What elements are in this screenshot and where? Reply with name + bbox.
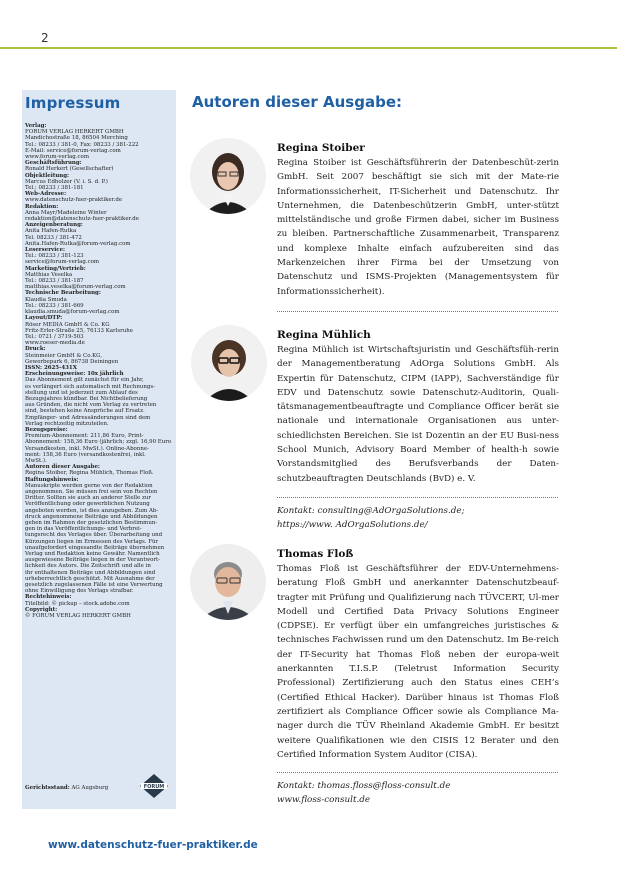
impressum-label: ISSN: 2625-431X xyxy=(25,364,77,371)
impressum-text: Marcus Edholzer (V. i. S. d. P.) Tel.: 08233 / 381-181 xyxy=(25,178,108,192)
impressum-text: FORUM VERLAG HERKERT GMBH Mandichostraße 18, 86504 Merching Tel.: 08233 / 381-0, Fax: 08233 / 381-222 E-Mail: service@forum-verlag.com www.forum-verlag.com xyxy=(25,129,139,161)
impressum-sidebar xyxy=(22,90,176,809)
authors-heading: Autoren dieser Ausgabe: xyxy=(192,93,402,111)
author-name: Regina Mühlich xyxy=(277,329,371,341)
impressum-label: Anzeigenberatung: xyxy=(25,222,83,229)
impressum-entry xyxy=(25,315,175,346)
impressum-label: Leserservice: xyxy=(25,247,66,254)
impressum-label: Haftungshinweis: xyxy=(25,476,79,483)
contact-website[interactable]: www.floss-consult.de xyxy=(277,795,371,806)
author-block xyxy=(277,329,559,486)
impressum-entry xyxy=(25,247,175,266)
divider xyxy=(277,772,558,773)
impressum-entry xyxy=(25,173,175,192)
author-bio: Regina Stoiber ist Geschäftsführerin der Datenbeschüt-zerin GmbH. Seit 2007 beschäftigt sie sich mit der Mate-rie Informationssicherheit, IT-Sicherheit und Datenschutz. Ihr Unternehmen, die Datenbeschützerin GmbH, unter-stützt mittelständische und große Firmen dabei, sicher im Business zu bleiben. Partnerschaftliche Zusammenarbeit, Transparenz und komplexe Inhalte einfach aufzubereiten sind das Markenzeichen ihrer Firma bei der Umsetzung von Datenschutz und ISMS-Projekten (Managementsystem für Informationssicherheit). xyxy=(277,158,559,297)
author-contact xyxy=(277,779,559,808)
gerichtsstand-label: Gerichtsstand: xyxy=(25,785,70,791)
author-bio: Thomas Floß ist Geschäftsführer der EDV-Unternehmens-beratung Floß GmbH und anerkannter Datenschutzbeauf-tragter mit Prüfung und Qualifizierung nach TÜVCERT, Ul-mer Modell und Certified Data Privacy Solutions Engineer (CDPSE). Er verfügt über ein umfangreiches juristisches & technisches Fachwissen rund um den Datenschutz. Im Be-reich der IT-Security hat Thomas Floß neben der europa-weit anerkannten T.I.S.P. (Teletrust Information Security Professional) Zertifizierung auch den Status eines CEH’s (Certified Ethical Hacker). Darüber hinaus ist Thomas Floß zertifiziert als Compliance Officer sowie als Compliance Ma-nager durch die TÜV Rheinland Akademie GmbH. Er besitzt weitere Qualifikationen wie den CISIS 12 Berater und den Certified Information System Auditor (CISA). xyxy=(277,564,559,760)
author-contact xyxy=(277,504,559,533)
impressum-text: Ronald Herkert (Gesellschafter) xyxy=(25,166,114,173)
impressum-label: Autoren dieser Ausgabe: xyxy=(25,464,100,471)
author-bio: Regina Mühlich ist Wirtschaftsjuristin und Geschäftsfüh-rerin der Managementberatung AdOrga Solutions GmbH. Als Expertin für Datenschutz, CIPM (IAPP), Sachverständige für EDV und Datenschutz sowie Datenschutz-Auditorin, Quali-tätsmanagementbeauftragte und Compliance Officer berät sie nationale und internationale Organisationen aus unter-schiedlichsten Bereichen. Sie ist Dozentin an der EU Busi-ness School Munich, Advisory Board Member of health-h sowie Vorstandsmitglied des Berufsverbands der Daten-schutzbeauftragten Deutschlands (BvD) e. V. xyxy=(277,345,559,484)
footer-url[interactable]: www.datenschutz-fuer-praktiker.de xyxy=(48,839,258,851)
impressum-label: Geschäftsführung: xyxy=(25,160,82,167)
author-name: Thomas Floß xyxy=(277,548,354,560)
impressum-entry xyxy=(25,371,175,427)
impressum-text: Matthias Veselka Tel.: 08233 / 381-187 matthias.veselka@forum-verlag.com xyxy=(25,271,126,291)
impressum-label: Bezugspreise: xyxy=(25,426,68,433)
impressum-entry xyxy=(25,464,175,476)
impressum-label: Marketing/Vertrieb: xyxy=(25,265,86,272)
divider xyxy=(277,497,558,498)
impressum-text: Tel.: 08233 / 381-123 service@forum-verlag.com xyxy=(25,253,100,266)
impressum-entry xyxy=(25,427,175,464)
divider xyxy=(277,311,558,312)
contact-email[interactable]: Kontakt: consulting@AdOrgaSolutions.de; xyxy=(277,506,465,516)
gerichtsstand xyxy=(25,785,108,791)
impressum-label: Verlag: xyxy=(25,123,47,129)
forum-logo-icon xyxy=(139,773,169,799)
portrait-icon xyxy=(190,138,266,214)
impressum-entry xyxy=(25,607,175,619)
logo-text: FORUM xyxy=(143,784,165,790)
impressum-text: Premium-Abonnement: 211,86 Euro, Print- Abonnement: 158,36 Euro (jährlich; zzgl. 16,90 Euro Versandkosten, inkl. MwSt.). Online-Abonne- ment: 158,36 Euro (versandkostenfrei, inkl. MwSt.). xyxy=(25,433,172,464)
impressum-label: Technische Bearbeitung: xyxy=(25,290,101,297)
impressum-entry xyxy=(25,594,175,606)
impressum-entry xyxy=(25,290,175,315)
contact-website[interactable]: https://www. AdOrgaSolutions.de/ xyxy=(277,520,428,531)
impressum-entry xyxy=(25,123,175,160)
avatar-regina-stoiber xyxy=(190,138,266,214)
impressum-text: Klaudia Smuda Tel.: 08233 / 381-669 klaudia.smuda@forum-verlag.com xyxy=(25,296,120,316)
impressum-entry xyxy=(25,266,175,291)
portrait-icon xyxy=(190,544,266,620)
impressum-label: Copyright: xyxy=(25,606,58,613)
impressum-text: Regina Stoiber, Regina Mühlich, Thomas Floß. xyxy=(25,470,154,477)
contact-email[interactable]: Kontakt: thomas.floss@floss-consult.de xyxy=(277,781,451,791)
portrait-icon xyxy=(191,325,267,401)
impressum-text: Steinmeier GmbH & Co.KG, Gewerbepark 6, 86738 Deiningen xyxy=(25,352,119,365)
author-name: Regina Stoiber xyxy=(277,142,365,154)
impressum-label: Objektleitung: xyxy=(25,172,70,179)
top-rule xyxy=(0,47,617,49)
impressum-entry xyxy=(25,346,175,365)
impressum-text: Manuskripte werden gerne von der Redaktion angenommen. Sie müssen frei sein von Rechten Dritter. Sollten sie auch an anderer Stelle zur Veröffentlichung oder gewerblichen Nutzung angeboten werden, ist dies anzugeben. Zum Ab- druck angenommene Beiträge und Abbildungen gehen im Rahmen der gesetzlichen Bestimmun- gen in das Veröffentlichungs- und Verbrei- tungsrecht des Verlages über. Überarbeitung und Kürzungen liegen im Ermessen des Verlags. Für unaufgefordert eingesandte Beiträge übernehmen Verlag und Redaktion keine Gewähr. Namentlich ausgewiesene Beiträge liegen in der Verantwort- lichkeit des Autors. Die Zeitschrift und alle in ihr enthaltenen Beiträge und Abbildungen sind urheberrechtlich geschützt. Mit Ausnahme der gesetzlich zugelassenen Fälle ist eine Verwertung ohne Einwilligung des Verlags strafbar. xyxy=(25,482,165,595)
impressum-entry xyxy=(25,222,175,247)
author-block xyxy=(277,142,559,299)
impressum-entry xyxy=(25,191,175,203)
avatar-thomas-floss xyxy=(190,544,266,620)
impressum-text: Anna Mayr/Madeleine Winter redaktion@datenschutz-fuer-praktiker.de xyxy=(25,209,139,223)
gerichtsstand-value: AG Augsburg xyxy=(71,785,109,791)
impressum-entries xyxy=(25,123,175,619)
impressum-entry xyxy=(25,477,175,595)
impressum-label: Layout/DTP: xyxy=(25,315,63,322)
impressum-text: Röser MEDIA GmbH & Co. KG Fritz-Erler-Straße 25, 76133 Karlsruhe Tel.: 0721 / 3719-503 www.roeser-media.de xyxy=(25,321,133,347)
impressum-label: Rechtehinweis: xyxy=(25,594,72,601)
impressum-text: Anita Hafen-Rutka Tel. 08233 / 381-472 Anita.Hafen-Rutka@forum-verlag.com xyxy=(25,228,131,247)
impressum-entry xyxy=(25,204,175,223)
author-block xyxy=(277,548,559,762)
impressum-title: Impressum xyxy=(25,94,121,112)
impressum-text: Das Abonnement gilt zunächst für ein Jahr, es verlängert sich automatisch mit Rechnungs- stellung und ist jederzeit zum Ablauf des Bezugsjahres kündbar. Bei Nichtbelieferung aus Gründen, die nicht vom Verlag zu vertreten sind, bestehen keine Ansprüche auf Ersatz. Empfänger- und Adressänderungen sind dem Verlag rechtzeitig mitzuteilen. xyxy=(25,377,157,427)
page-number: 2 xyxy=(41,31,49,45)
avatar-regina-muehlich xyxy=(191,325,267,401)
impressum-label: Erscheinungsweise: 10x jährlich xyxy=(25,371,124,378)
impressum-label: Druck: xyxy=(25,346,46,353)
impressum-label: Redaktion: xyxy=(25,203,59,210)
impressum-text: www.datenschutz-fuer-praktiker.de xyxy=(25,197,123,204)
impressum-entry xyxy=(25,160,175,172)
impressum-label: Web-Adresse: xyxy=(25,191,67,198)
impressum-text: © FORUM VERLAG HERKERT GMBH xyxy=(25,613,131,620)
impressum-text: Titelbild: © pickup – stock.adobe.com xyxy=(25,600,130,607)
